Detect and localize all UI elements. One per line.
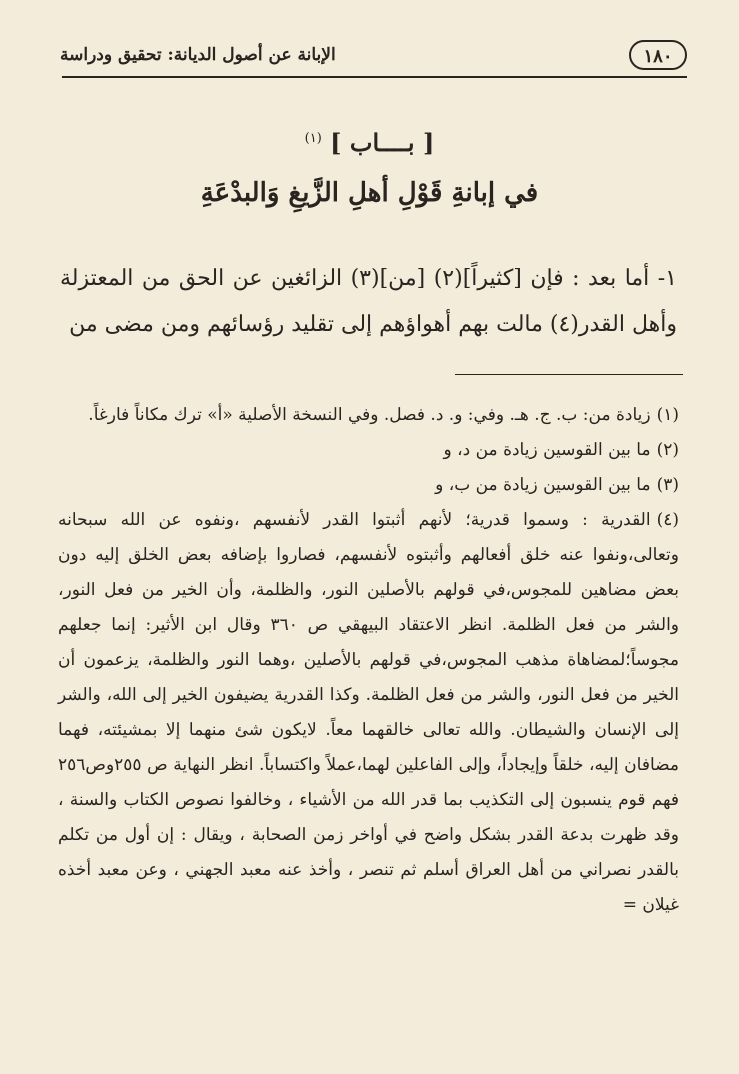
chapter-heading: [40, 128, 699, 157]
page-number: ١٨٠: [629, 40, 687, 70]
header-rule: [62, 76, 687, 78]
footnote-text: القدرية : وسموا قدرية؛ لأنهم أثبتوا القدر لأنفسهم ،ونفوه عن الله سبحانه وتعالى،ونفوا عنه خلق أفعالهم وأثبتوه لأنفسهم، فصاروا بإضافه بعض الخلق إليه دون بعض مضاهين للمجوس،في قولهم بالأصلين النور، والظلمة، وأن الخير من فعل النور، والشر من فعل الظلمة. انظر الاعتقاد البيهقي ص ٣٦٠ وقال ابن الأثير: إنما جعلهم مجوساً؛لمضاهاة مذهب المجوس،في قولهم بالأصلين ،وهما النور والظلمة، يزعمون أن الخير من فعل النور، والشر من فعل الظلمة. وكذا القدرية يضيفون الخير إلى الله، والشر إلى الإنسان والشيطان. والله تعالى خالقهما معاً. لايكون شئ منهما إلا بمشيئته، فهما مضافان إليه، خلقاً وإيجاداً، وإلى الفاعلين لهما،عملاً واكتساباً. انظر النهاية ص ٢٥٥وص٢٥٦ فهم قوم ينسبون إلى التكذيب بما قدر الله من الأشياء ، وخالفوا نصوص الكتاب والسنة ، وقد ظهرت بدعة القدر بشكل واضح في أواخر زمن الصحابة ، ويقال : إن أول من تكلم بالقدر نصراني من أهل العراق أسلم ثم تنصر ، وأخذ عنه معبد الجهني ، وعن معبد أخذه غيلان =: [58, 510, 679, 915]
footnote: [58, 433, 679, 468]
footnote-number: (١): [656, 405, 679, 425]
footnote: [58, 468, 679, 503]
footnote-separator: [455, 374, 683, 375]
running-title: الإبانة عن أصول الديانة: تحقيق ودراسة: [60, 45, 336, 65]
chapter-subtitle: في إبانةِ قَوْلِ أهلِ الزَّيغِ وَالبدْعَةِ: [200, 178, 539, 208]
footnote-text: ما بين القوسين زيادة من ب، و: [435, 475, 651, 495]
main-text: [60, 256, 677, 348]
chapter-title: [ بــــاب ]: [330, 128, 435, 157]
footnote-text: زيادة من: ب. ج. هـ. وفي: و. د. فصل. وفي النسخة الأصلية «أ» ترك مكاناً فارغاً.: [88, 405, 651, 425]
chapter-footnote-ref: (١): [304, 131, 322, 146]
footnote-number: (٣): [656, 475, 679, 495]
footnote: [58, 398, 679, 433]
footnote: [58, 503, 679, 923]
footnote-text: ما بين القوسين زيادة من د، و: [443, 440, 651, 460]
footnote-number: (٢): [656, 440, 679, 460]
page-header: [60, 38, 687, 72]
paragraph: ١- أما بعد : فإن [كثيراً](٢) [من](٣) الزائغين عن الحق من المعتزلة وأهل القدر(٤) مالت بهم أهواؤهم إلى تقليد رؤسائهم ومن مضى من: [60, 266, 677, 337]
footnotes: [58, 398, 679, 923]
footnote-number: (٤): [656, 510, 679, 530]
